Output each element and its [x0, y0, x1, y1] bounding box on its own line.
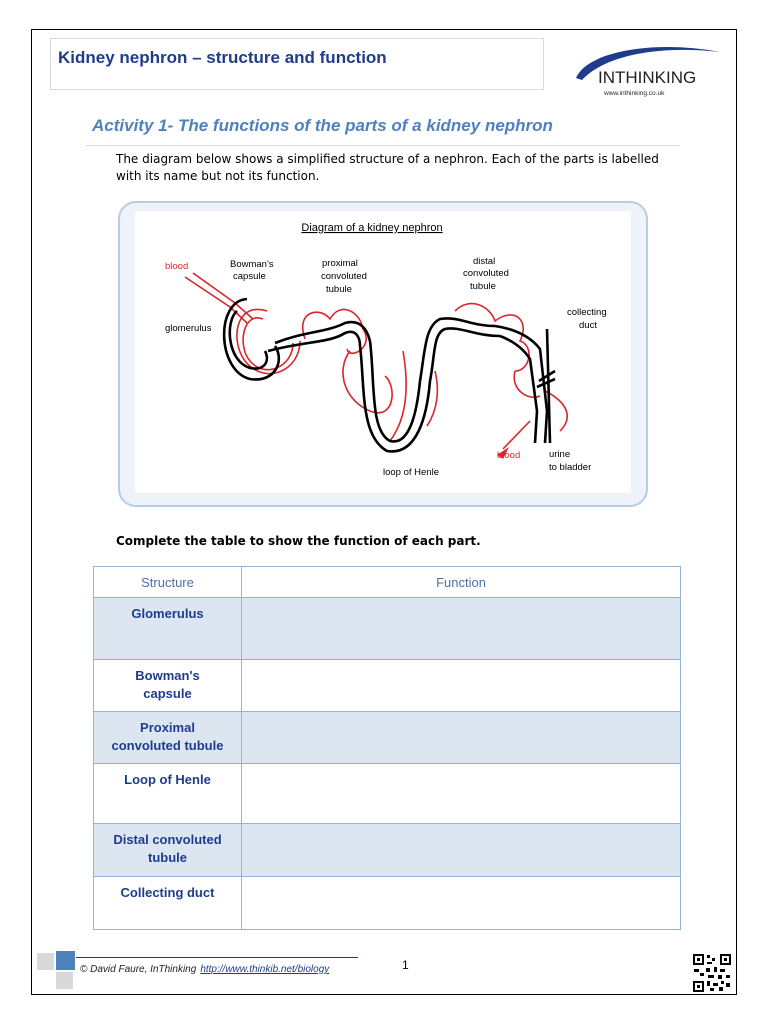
- structure-cell: [94, 598, 242, 660]
- activity-heading: Activity 1- The functions of the parts of a kidney nephron: [92, 116, 553, 135]
- label-glomerulus: glomerulus: [165, 323, 212, 334]
- table-row: [94, 660, 681, 712]
- table-row: [94, 824, 681, 877]
- page-number: 1: [402, 958, 409, 972]
- structure-line-2: capsule: [143, 686, 192, 701]
- structure-line-2: convoluted tubule: [111, 738, 224, 753]
- label-collecting-2: duct: [579, 320, 597, 331]
- function-cell[interactable]: [242, 764, 681, 824]
- table-instruction: Complete the table to show the function of each part.: [116, 534, 481, 548]
- table-row: [94, 764, 681, 824]
- header-structure: Structure: [94, 567, 242, 598]
- label-urine-1: urine: [549, 449, 571, 460]
- table-row: [94, 598, 681, 660]
- label-loop-of-henle: loop of Henle: [383, 467, 439, 478]
- label-urine-2: to bladder: [549, 462, 592, 473]
- structure-cell: [94, 877, 242, 930]
- inthinking-logo: [568, 40, 728, 100]
- diagram-title: Diagram of a kidney nephron: [301, 222, 443, 234]
- structure-line-1: Distal convoluted: [113, 832, 222, 847]
- structure-line-1: Proximal: [140, 720, 195, 735]
- structure-cell: [94, 764, 242, 824]
- function-table: [93, 566, 681, 930]
- table-row: [94, 712, 681, 764]
- logo-url: www.inthinking.co.uk: [604, 90, 665, 97]
- header-function: Function: [242, 567, 681, 598]
- footer-square: [56, 972, 73, 989]
- function-cell[interactable]: [242, 877, 681, 930]
- structure-cell: [94, 660, 242, 712]
- table-header-row: [94, 567, 681, 598]
- label-distal-3: tubule: [470, 281, 496, 292]
- structure-line-1: Collecting duct: [120, 885, 215, 900]
- structure-cell: [94, 824, 242, 877]
- structure-line-1: Loop of Henle: [124, 772, 211, 787]
- structure-line-1: Bowman's: [135, 668, 200, 683]
- structure-line-2: tubule: [148, 850, 187, 865]
- label-collecting-1: collecting: [567, 307, 607, 318]
- logo-text: INTHINKING: [598, 68, 697, 87]
- label-proximal-3: tubule: [326, 284, 352, 295]
- qr-code-icon: [692, 953, 732, 993]
- nephron-diagram: [135, 211, 631, 493]
- function-cell[interactable]: [242, 824, 681, 877]
- label-blood-in: blood: [165, 261, 189, 272]
- label-proximal-1: proximal: [322, 258, 358, 269]
- structure-cell: [94, 712, 242, 764]
- footer-divider: [76, 957, 358, 958]
- footer-square: [37, 953, 54, 970]
- label-bowmans-2: capsule: [233, 271, 266, 282]
- footer-copyright: © David Faure, InThinking: [80, 964, 197, 975]
- nephron-tubule: [224, 299, 555, 451]
- footer-text: [80, 964, 329, 975]
- page-title: Kidney nephron – structure and function: [58, 48, 387, 67]
- function-cell[interactable]: [242, 712, 681, 764]
- intro-text: The diagram below shows a simplified structure of a nephron. Each of the parts is labelled with its name but not its function.: [116, 152, 659, 183]
- structure-line-1: Glomerulus: [131, 606, 204, 621]
- label-proximal-2: convoluted: [321, 271, 367, 282]
- footer-square: [56, 951, 75, 970]
- heading-divider: [86, 145, 680, 146]
- label-blood-out: blood: [497, 450, 521, 461]
- footer-link[interactable]: http://www.thinkib.net/biology: [200, 964, 330, 975]
- label-bowmans-1: Bowman's: [230, 259, 274, 270]
- function-cell[interactable]: [242, 660, 681, 712]
- function-cell[interactable]: [242, 598, 681, 660]
- label-distal-2: convoluted: [463, 268, 509, 279]
- table-row: [94, 877, 681, 930]
- label-distal-1: distal: [473, 256, 496, 267]
